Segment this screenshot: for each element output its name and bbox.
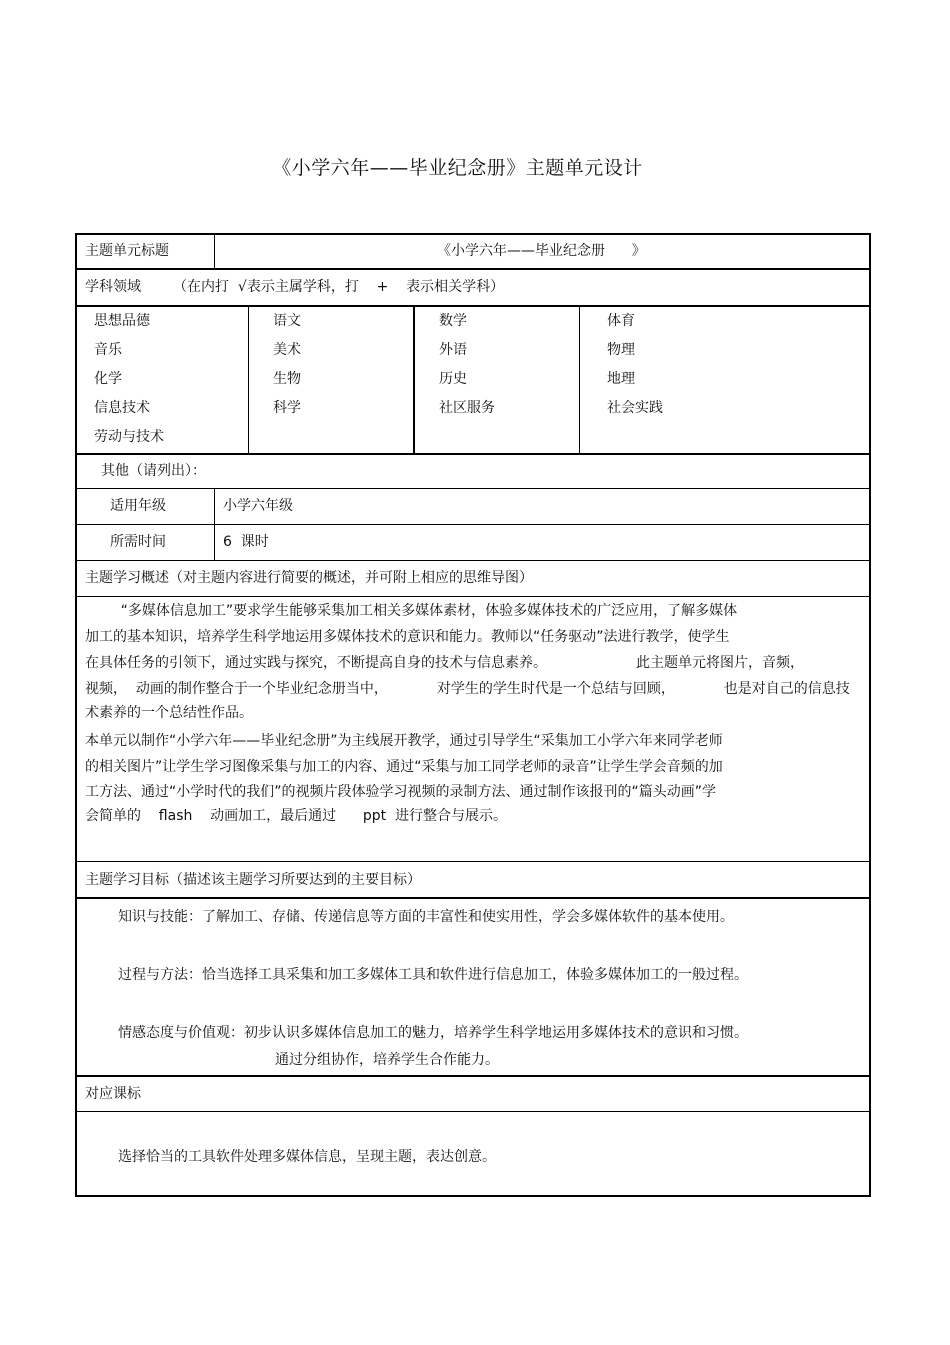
subject-item: 数学 [439, 313, 467, 329]
column-divider [214, 235, 215, 269]
row-divider [77, 524, 869, 525]
column-divider [248, 306, 249, 453]
subject-area-note: （在内打 √表示主属学科，打 + 表示相关学科） [173, 279, 505, 295]
subject-area-label: 学科领域 [85, 279, 141, 295]
column-divider [579, 306, 580, 453]
time-value: 6 课时 [223, 534, 269, 550]
subject-item: 体育 [607, 313, 635, 329]
overview-line: 加工的基本知识，培养学生科学地运用多媒体技术的意识和能力。教师以“任务驱动”法进行教学，使学生 [85, 629, 730, 645]
overview-line: 的相关图片”让学生学习图像采集与加工的内容、通过“采集与加工同学老师的录音”让学生学会音频的加 [85, 759, 723, 775]
unit-title-label: 主题单元标题 [85, 243, 169, 259]
subject-item: 历史 [439, 371, 467, 387]
overview-line: 本单元以制作“小学六年——毕业纪念册”为主线展开教学，通过引导学生“采集加工小学六年来同学老师 [85, 733, 723, 749]
row-divider [77, 1111, 869, 1112]
subject-item: 社会实践 [607, 400, 663, 416]
grade-value: 小学六年级 [223, 498, 293, 514]
row-divider [77, 861, 869, 862]
grade-label: 适用年级 [110, 498, 166, 514]
subject-item: 语文 [273, 313, 301, 329]
row-divider [77, 268, 869, 270]
page-title: 《小学六年——毕业纪念册》主题单元设计 [272, 157, 643, 179]
row-divider [77, 488, 869, 489]
objective-process: 过程与方法：恰当选择工具采集和加工多媒体工具和软件进行信息加工，体验多媒体加工的一般过程。 [118, 967, 748, 983]
other-subjects-label: 其他（请列出）： [101, 463, 206, 479]
time-label: 所需时间 [110, 534, 166, 550]
objective-emotion: 情感态度与价值观：初步认识多媒体信息加工的魅力，培养学生科学地运用多媒体技术的意识和习惯。 [118, 1025, 748, 1041]
row-divider [77, 897, 869, 899]
subject-item: 科学 [273, 400, 301, 416]
objective-knowledge: 知识与技能：了解加工、存储、传递信息等方面的丰富性和使实用性，学会多媒体软件的基本使用。 [118, 909, 734, 925]
subject-item: 美术 [273, 342, 301, 358]
subject-item: 化学 [94, 371, 122, 387]
row-divider [77, 1075, 869, 1077]
column-divider [214, 489, 215, 560]
overview-line: 视频， 动画的制作整合于一个毕业纪念册当中， 对学生的学生时代是一个总结与回顾， 也是对自己的信息技 [85, 681, 850, 697]
overview-line: 在具体任务的引领下，通过实践与探究，不断提高自身的技术与信息素养。 此主题单元将图片，音频， [85, 655, 805, 671]
subject-item: 社区服务 [439, 400, 495, 416]
subject-item: 思想品德 [94, 313, 150, 329]
row-divider [77, 453, 869, 455]
subject-item: 音乐 [94, 342, 122, 358]
overview-line: 工方法、通过“小学时代的我们”的视频片段体验学习视频的录制方法、通过制作该报刊的“篇头动画”学 [85, 784, 717, 800]
subject-item: 地理 [607, 371, 635, 387]
objectives-heading: 主题学习目标（描述该主题学习所要达到的主要目标） [85, 872, 421, 888]
unit-title-value: 《小学六年——毕业纪念册 》 [437, 243, 646, 259]
objective-emotion-cont: 通过分组协作，培养学生合作能力。 [275, 1052, 499, 1068]
overview-line: “多媒体信息加工”要求学生能够采集加工相关多媒体素材，体验多媒体技术的广泛应用，了解多媒体 [85, 603, 738, 619]
subject-item: 物理 [607, 342, 635, 358]
overview-line: 术素养的一个总结性作品。 [85, 705, 253, 721]
subject-item: 劳动与技术 [94, 429, 164, 445]
row-divider [77, 560, 869, 561]
design-table [75, 233, 871, 1197]
standards-heading: 对应课标 [85, 1086, 141, 1102]
column-divider [413, 306, 415, 453]
row-divider [77, 305, 869, 307]
subject-item: 生物 [273, 371, 301, 387]
overview-line: 会简单的 flash 动画加工，最后通过 ppt 进行整合与展示。 [85, 808, 508, 824]
overview-heading: 主题学习概述（对主题内容进行简要的概述，并可附上相应的思维导图） [85, 570, 533, 586]
subject-item: 外语 [439, 342, 467, 358]
standards-text: 选择恰当的工具软件处理多媒体信息，呈现主题，表达创意。 [118, 1149, 496, 1165]
row-divider [77, 596, 869, 597]
subject-item: 信息技术 [94, 400, 150, 416]
